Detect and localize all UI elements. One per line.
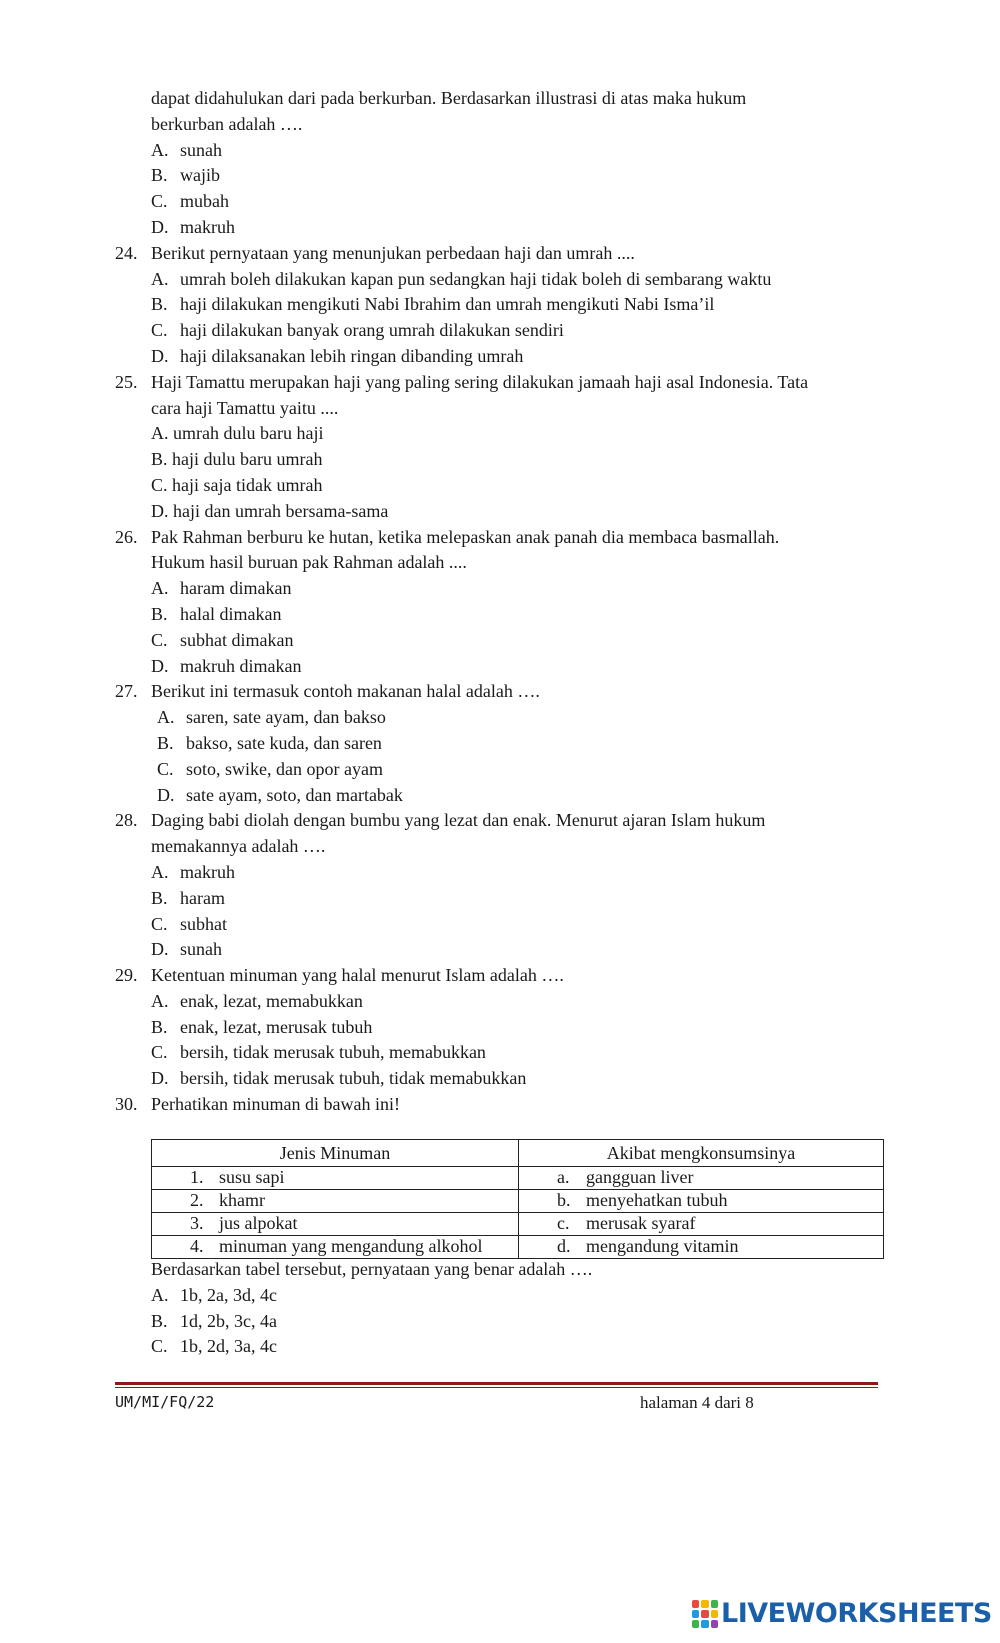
question-text-line: [0, 834, 1000, 860]
option-text: 1b, 2d, 3a, 4c: [180, 1336, 277, 1357]
option-text: haji dilaksanakan lebih ringan dibanding umrah: [180, 345, 524, 366]
option-letter: D.: [151, 1068, 169, 1089]
option-text: enak, lezat, memabukkan: [180, 990, 363, 1011]
option-text: wajib: [180, 165, 220, 186]
option-text: 1b, 2a, 3d, 4c: [180, 1284, 277, 1305]
row-letter: a.: [557, 1167, 570, 1187]
drink-name: jus alpokat: [219, 1213, 298, 1233]
table-header: Akibat mengkonsumsinya: [519, 1140, 884, 1167]
row-letter: b.: [557, 1190, 571, 1210]
answer-option[interactable]: [0, 267, 1000, 293]
row-letter: d.: [557, 1236, 571, 1256]
effect-text: mengandung vitamin: [586, 1236, 739, 1256]
option-letter: C.: [151, 913, 168, 934]
table-row: [152, 1167, 884, 1190]
answer-option[interactable]: [0, 628, 1000, 654]
option-letter: A.: [151, 139, 169, 160]
question-text-line: [0, 396, 1000, 422]
question-text: Berikut ini termasuk contoh makanan halal adalah ….: [151, 681, 540, 702]
question-number: 25.: [115, 371, 138, 392]
effect-cell: [519, 1167, 884, 1190]
question-text: Hukum hasil buruan pak Rahman adalah ....: [151, 552, 467, 573]
drink-name: susu sapi: [219, 1167, 285, 1187]
row-number: 4.: [190, 1236, 204, 1256]
answer-option[interactable]: [0, 989, 1000, 1015]
answer-option[interactable]: [0, 318, 1000, 344]
answer-option[interactable]: [0, 1040, 1000, 1066]
row-number: 1.: [190, 1167, 204, 1187]
row-number: 2.: [190, 1190, 204, 1210]
option-letter: B.: [151, 294, 168, 315]
effect-text: merusak syaraf: [586, 1213, 696, 1233]
question-text-line: [0, 112, 1000, 138]
option-letter: C.: [151, 1042, 168, 1063]
option-text: sunah: [180, 939, 222, 960]
page-number: halaman 4 dari 8: [640, 1393, 754, 1412]
option-letter: B.: [151, 603, 168, 624]
option-letter: B.: [157, 732, 174, 753]
option-text: makruh: [180, 861, 235, 882]
question-text: Berikut pernyataan yang menunjukan perbedaan haji dan umrah ....: [151, 242, 635, 263]
answer-option[interactable]: [0, 576, 1000, 602]
drink-name: minuman yang mengandung alkohol: [219, 1236, 483, 1256]
option-text: saren, sate ayam, dan bakso: [186, 707, 386, 728]
answer-option[interactable]: [0, 731, 1000, 757]
option-text: haram: [180, 887, 225, 908]
row-letter: c.: [557, 1213, 570, 1233]
table-row: [152, 1213, 884, 1236]
answer-option[interactable]: [0, 757, 1000, 783]
effect-text: gangguan liver: [586, 1167, 694, 1187]
footer-code: UM/MI/FQ/22: [115, 1393, 215, 1411]
answer-option[interactable]: [0, 421, 1000, 447]
answer-option[interactable]: [0, 499, 1000, 525]
question-25: [0, 370, 1000, 396]
option-text: umrah boleh dilakukan kapan pun sedangkan haji tidak boleh di sembarang waktu: [180, 268, 772, 289]
answer-option[interactable]: [0, 1066, 1000, 1092]
option-letter: C.: [151, 1336, 168, 1357]
table-header-row: [152, 1140, 884, 1167]
drink-cell: [152, 1213, 519, 1236]
answer-option[interactable]: [0, 138, 1000, 164]
answer-option[interactable]: [0, 473, 1000, 499]
question-29: [0, 963, 1000, 989]
option-text: sunah: [180, 139, 222, 160]
footer-divider: [115, 1382, 878, 1385]
answer-option[interactable]: [0, 163, 1000, 189]
question-text: Pak Rahman berburu ke hutan, ketika melepaskan anak panah dia membaca basmallah.: [151, 526, 780, 547]
question-26: [0, 525, 1000, 551]
option-text: A. umrah dulu baru haji: [151, 423, 324, 444]
question-28: [0, 808, 1000, 834]
option-text: halal dimakan: [180, 603, 282, 624]
answer-option[interactable]: [0, 215, 1000, 241]
drink-cell: [152, 1167, 519, 1190]
option-letter: A.: [157, 707, 175, 728]
option-letter: A.: [151, 268, 169, 289]
answer-option[interactable]: [0, 937, 1000, 963]
question-text: cara haji Tamattu yaitu ....: [151, 397, 339, 418]
option-text: makruh dimakan: [180, 655, 302, 676]
liveworksheets-logo[interactable]: [692, 1596, 992, 1632]
answer-option[interactable]: [0, 705, 1000, 731]
question-number: 26.: [115, 526, 138, 547]
answer-option[interactable]: [0, 783, 1000, 809]
option-letter: D.: [151, 939, 169, 960]
answer-option[interactable]: [0, 1015, 1000, 1041]
question-text: Daging babi diolah dengan bumbu yang lezat dan enak. Menurut ajaran Islam hukum: [151, 810, 766, 831]
question-text-line: [0, 1257, 1000, 1283]
option-letter: A.: [151, 861, 169, 882]
effect-text: menyehatkan tubuh: [586, 1190, 728, 1210]
question-text-line: [0, 86, 1000, 112]
option-letter: A.: [151, 578, 169, 599]
answer-option[interactable]: [0, 1334, 1000, 1360]
option-letter: B.: [151, 1016, 168, 1037]
option-text: haji dilakukan banyak orang umrah dilakukan sendiri: [180, 320, 564, 341]
option-letter: B.: [151, 887, 168, 908]
option-text: D. haji dan umrah bersama-sama: [151, 500, 389, 521]
effect-cell: [519, 1190, 884, 1213]
option-text: enak, lezat, merusak tubuh: [180, 1016, 373, 1037]
answer-option[interactable]: [0, 654, 1000, 680]
answer-option[interactable]: [0, 447, 1000, 473]
footer-divider: [115, 1387, 878, 1388]
question-number: 29.: [115, 965, 138, 986]
question-24: [0, 241, 1000, 267]
question-text: Berdasarkan tabel tersebut, pernyataan yang benar adalah ….: [151, 1259, 593, 1279]
option-text: sate ayam, soto, dan martabak: [186, 784, 403, 805]
table-row: [152, 1236, 884, 1259]
question-text: memakannya adalah ….: [151, 836, 326, 857]
option-text: subhat dimakan: [180, 629, 294, 650]
option-text: soto, swike, dan opor ayam: [186, 758, 383, 779]
option-letter: D.: [151, 345, 169, 366]
drink-cell: [152, 1236, 519, 1259]
table-row: [152, 1190, 884, 1213]
drink-cell: [152, 1190, 519, 1213]
option-letter: D.: [151, 655, 169, 676]
option-letter: A.: [151, 1284, 169, 1305]
question-number: 24.: [115, 242, 138, 263]
option-letter: C.: [151, 320, 168, 341]
answer-option[interactable]: [0, 344, 1000, 370]
option-letter: C.: [151, 191, 168, 212]
question-text: berkurban adalah ….: [151, 113, 303, 134]
option-text: subhat: [180, 913, 227, 934]
effect-cell: [519, 1236, 884, 1259]
answer-option[interactable]: [0, 912, 1000, 938]
question-number: 28.: [115, 810, 138, 831]
option-text: bakso, sate kuda, dan saren: [186, 732, 382, 753]
answer-option[interactable]: [0, 292, 1000, 318]
option-letter: B.: [151, 165, 168, 186]
document-body: [0, 86, 1000, 1118]
question-number: 27.: [115, 681, 138, 702]
option-letter: C.: [151, 629, 168, 650]
question-number: 30.: [115, 1094, 138, 1115]
row-number: 3.: [190, 1213, 204, 1233]
option-letter: D.: [157, 784, 175, 805]
option-letter: A.: [151, 990, 169, 1011]
answer-option[interactable]: [0, 1283, 1000, 1309]
option-text: haji dilakukan mengikuti Nabi Ibrahim dan umrah mengikuti Nabi Isma’il: [180, 294, 715, 315]
option-text: B. haji dulu baru umrah: [151, 449, 323, 470]
effect-cell: [519, 1213, 884, 1236]
option-letter: B.: [151, 1310, 168, 1331]
question-text: Ketentuan minuman yang halal menurut Islam adalah ….: [151, 965, 564, 986]
answer-option[interactable]: [0, 189, 1000, 215]
answer-option[interactable]: [0, 886, 1000, 912]
question-27: [0, 679, 1000, 705]
question-text: dapat didahulukan dari pada berkurban. Berdasarkan illustrasi di atas maka hukum: [151, 88, 747, 108]
option-text: C. haji saja tidak umrah: [151, 474, 323, 495]
table-header: Jenis Minuman: [152, 1140, 519, 1167]
option-text: 1d, 2b, 3c, 4a: [180, 1310, 277, 1331]
question-text: Haji Tamattu merupakan haji yang paling sering dilakukan jamaah haji asal Indonesia. Tata: [151, 371, 809, 392]
option-text: haram dimakan: [180, 578, 292, 599]
question-text: Perhatikan minuman di bawah ini!: [151, 1094, 400, 1115]
option-text: bersih, tidak merusak tubuh, tidak memabukkan: [180, 1068, 527, 1089]
answer-option[interactable]: [0, 602, 1000, 628]
option-letter: C.: [157, 758, 174, 779]
option-text: makruh: [180, 216, 235, 237]
option-text: mubah: [180, 191, 229, 212]
answer-option[interactable]: [0, 1309, 1000, 1335]
liveworksheets-wordmark: LIVEWORKSHEETS: [721, 1598, 992, 1630]
question-text-line: [0, 550, 1000, 576]
option-text: bersih, tidak merusak tubuh, memabukkan: [180, 1042, 486, 1063]
answer-option[interactable]: [0, 860, 1000, 886]
drink-name: khamr: [219, 1190, 265, 1210]
option-letter: D.: [151, 216, 169, 237]
question-30-options: [0, 1257, 1000, 1360]
drinks-table: [151, 1139, 884, 1259]
liveworksheets-grid-icon: [692, 1600, 718, 1628]
question-30: [0, 1092, 1000, 1118]
